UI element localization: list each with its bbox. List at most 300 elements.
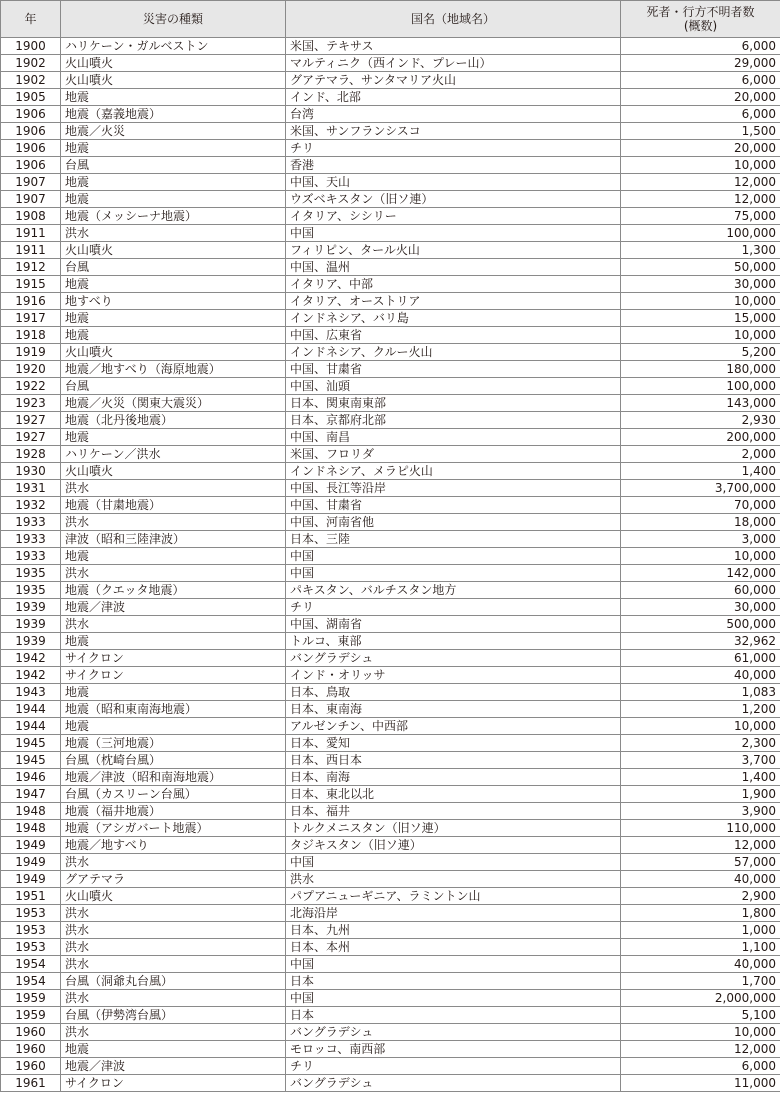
table-row <box>1 973 780 990</box>
cell-deaths: 12,000 <box>621 191 780 208</box>
table-row <box>1 1058 780 1075</box>
cell-year: 1949 <box>1 854 61 871</box>
cell-deaths: 70,000 <box>621 497 780 514</box>
cell-country: 中国 <box>286 565 621 582</box>
cell-deaths: 2,000,000 <box>621 990 780 1007</box>
table-row <box>1 344 780 361</box>
cell-deaths: 3,900 <box>621 803 780 820</box>
table-row <box>1 803 780 820</box>
cell-type: 地震（三河地震） <box>61 735 286 752</box>
cell-deaths: 5,100 <box>621 1007 780 1024</box>
cell-type: サイクロン <box>61 1075 286 1092</box>
cell-type: 火山噴火 <box>61 344 286 361</box>
cell-deaths: 6,000 <box>621 38 780 55</box>
header-deaths <box>621 1 780 38</box>
cell-year: 1954 <box>1 973 61 990</box>
table-row <box>1 956 780 973</box>
cell-type: 地震／火災（関東大震災） <box>61 395 286 412</box>
cell-year: 1911 <box>1 242 61 259</box>
cell-year: 1920 <box>1 361 61 378</box>
cell-type: 地震 <box>61 429 286 446</box>
cell-year: 1906 <box>1 140 61 157</box>
table-row <box>1 786 780 803</box>
cell-deaths: 5,200 <box>621 344 780 361</box>
cell-deaths: 12,000 <box>621 837 780 854</box>
cell-deaths: 10,000 <box>621 548 780 565</box>
cell-country: 中国、甘粛省 <box>286 497 621 514</box>
cell-year: 1927 <box>1 412 61 429</box>
cell-year: 1949 <box>1 837 61 854</box>
cell-type: 地震（メッシーナ地震） <box>61 208 286 225</box>
cell-deaths: 10,000 <box>621 1024 780 1041</box>
cell-country: 日本、関東南東部 <box>286 395 621 412</box>
cell-type: 地震 <box>61 548 286 565</box>
cell-type: 洪水 <box>61 480 286 497</box>
cell-year: 1953 <box>1 922 61 939</box>
cell-country: 米国、テキサス <box>286 38 621 55</box>
cell-year: 1917 <box>1 310 61 327</box>
cell-deaths: 100,000 <box>621 378 780 395</box>
cell-deaths: 50,000 <box>621 259 780 276</box>
cell-deaths: 3,700 <box>621 752 780 769</box>
cell-country: インド・オリッサ <box>286 667 621 684</box>
cell-country: 中国、甘粛省 <box>286 361 621 378</box>
header-disaster-type: 災害の種類 <box>61 1 286 38</box>
cell-year: 1905 <box>1 89 61 106</box>
cell-deaths: 2,300 <box>621 735 780 752</box>
cell-country: 中国 <box>286 548 621 565</box>
cell-year: 1960 <box>1 1058 61 1075</box>
cell-country: インド、北部 <box>286 89 621 106</box>
table-row <box>1 650 780 667</box>
cell-country: 中国 <box>286 225 621 242</box>
table-row <box>1 497 780 514</box>
cell-year: 1902 <box>1 55 61 72</box>
cell-deaths: 10,000 <box>621 293 780 310</box>
cell-type: 地震 <box>61 327 286 344</box>
cell-country: 日本、鳥取 <box>286 684 621 701</box>
cell-year: 1942 <box>1 650 61 667</box>
table-body <box>1 38 780 1092</box>
cell-country: バングラデシュ <box>286 1075 621 1092</box>
cell-type: 地震 <box>61 191 286 208</box>
cell-type: 地すべり <box>61 293 286 310</box>
cell-deaths: 1,100 <box>621 939 780 956</box>
cell-type: サイクロン <box>61 650 286 667</box>
table-row <box>1 463 780 480</box>
cell-deaths: 10,000 <box>621 157 780 174</box>
cell-year: 1928 <box>1 446 61 463</box>
table-row <box>1 446 780 463</box>
cell-deaths: 57,000 <box>621 854 780 871</box>
cell-country: 日本 <box>286 973 621 990</box>
cell-country: 日本、愛知 <box>286 735 621 752</box>
table-row <box>1 939 780 956</box>
cell-country: 中国、広東省 <box>286 327 621 344</box>
cell-type: 洪水 <box>61 1024 286 1041</box>
cell-country: モロッコ、南西部 <box>286 1041 621 1058</box>
cell-country: トルコ、東部 <box>286 633 621 650</box>
table-row <box>1 208 780 225</box>
table-row <box>1 55 780 72</box>
cell-deaths: 40,000 <box>621 956 780 973</box>
cell-deaths: 12,000 <box>621 174 780 191</box>
cell-country: グアテマラ、サンタマリア火山 <box>286 72 621 89</box>
cell-deaths: 30,000 <box>621 276 780 293</box>
cell-year: 1945 <box>1 735 61 752</box>
table-row <box>1 922 780 939</box>
cell-type: 洪水 <box>61 939 286 956</box>
cell-type: 火山噴火 <box>61 55 286 72</box>
cell-year: 1959 <box>1 1007 61 1024</box>
table-row <box>1 72 780 89</box>
cell-country: 日本、三陸 <box>286 531 621 548</box>
cell-year: 1953 <box>1 905 61 922</box>
cell-deaths: 11,000 <box>621 1075 780 1092</box>
cell-type: 火山噴火 <box>61 463 286 480</box>
table-row <box>1 412 780 429</box>
cell-year: 1907 <box>1 174 61 191</box>
cell-deaths: 2,000 <box>621 446 780 463</box>
cell-type: 台風（洞爺丸台風） <box>61 973 286 990</box>
cell-deaths: 6,000 <box>621 1058 780 1075</box>
cell-deaths: 15,000 <box>621 310 780 327</box>
cell-country: 香港 <box>286 157 621 174</box>
cell-type: 洪水 <box>61 956 286 973</box>
table-row <box>1 38 780 55</box>
cell-country: チリ <box>286 140 621 157</box>
table-row <box>1 89 780 106</box>
cell-deaths: 10,000 <box>621 327 780 344</box>
table-row <box>1 684 780 701</box>
cell-type: 地震 <box>61 718 286 735</box>
cell-deaths: 1,300 <box>621 242 780 259</box>
header-year: 年 <box>1 1 61 38</box>
header-row <box>1 1 780 38</box>
header-deaths-line2: (概数) <box>683 19 718 33</box>
table-row <box>1 616 780 633</box>
cell-deaths: 1,400 <box>621 769 780 786</box>
cell-country: インドネシア、クルー火山 <box>286 344 621 361</box>
cell-type: 地震（嘉義地震） <box>61 106 286 123</box>
cell-type: 洪水 <box>61 225 286 242</box>
table-row <box>1 395 780 412</box>
cell-country: 中国 <box>286 854 621 871</box>
cell-year: 1954 <box>1 956 61 973</box>
cell-country: 米国、フロリダ <box>286 446 621 463</box>
cell-year: 1908 <box>1 208 61 225</box>
table-row <box>1 990 780 1007</box>
cell-deaths: 30,000 <box>621 599 780 616</box>
cell-year: 1923 <box>1 395 61 412</box>
cell-deaths: 6,000 <box>621 106 780 123</box>
table-row <box>1 548 780 565</box>
cell-deaths: 40,000 <box>621 871 780 888</box>
cell-year: 1933 <box>1 531 61 548</box>
cell-type: 洪水 <box>61 922 286 939</box>
cell-deaths: 12,000 <box>621 1041 780 1058</box>
cell-year: 1919 <box>1 344 61 361</box>
table-row <box>1 1075 780 1092</box>
cell-country: パキスタン、バルチスタン地方 <box>286 582 621 599</box>
cell-country: アルゼンチン、中西部 <box>286 718 621 735</box>
cell-country: 中国 <box>286 956 621 973</box>
cell-type: ハリケーン・ガルベストン <box>61 38 286 55</box>
cell-country: チリ <box>286 1058 621 1075</box>
cell-country: インドネシア、メラピ火山 <box>286 463 621 480</box>
cell-year: 1915 <box>1 276 61 293</box>
cell-country: 日本、九州 <box>286 922 621 939</box>
cell-type: 洪水 <box>61 514 286 531</box>
table-row <box>1 140 780 157</box>
cell-country: 中国、長江等沿岸 <box>286 480 621 497</box>
cell-deaths: 110,000 <box>621 820 780 837</box>
cell-country: チリ <box>286 599 621 616</box>
cell-deaths: 180,000 <box>621 361 780 378</box>
table-row <box>1 480 780 497</box>
table-row <box>1 854 780 871</box>
table-row <box>1 1024 780 1041</box>
table-row <box>1 735 780 752</box>
table-row <box>1 599 780 616</box>
header-country: 国名（地域名） <box>286 1 621 38</box>
table-row <box>1 123 780 140</box>
table-row <box>1 565 780 582</box>
cell-country: ウズベキスタン（旧ソ連） <box>286 191 621 208</box>
cell-deaths: 32,962 <box>621 633 780 650</box>
cell-type: 台風（カスリーン台風） <box>61 786 286 803</box>
table-row <box>1 361 780 378</box>
cell-type: 地震／地すべり（海原地震） <box>61 361 286 378</box>
table-row <box>1 905 780 922</box>
cell-deaths: 200,000 <box>621 429 780 446</box>
cell-year: 1906 <box>1 157 61 174</box>
table-row <box>1 667 780 684</box>
cell-type: 地震 <box>61 310 286 327</box>
cell-year: 1960 <box>1 1024 61 1041</box>
cell-year: 1948 <box>1 803 61 820</box>
cell-deaths: 1,500 <box>621 123 780 140</box>
cell-deaths: 1,400 <box>621 463 780 480</box>
cell-country: 日本 <box>286 1007 621 1024</box>
table-row <box>1 242 780 259</box>
cell-country: 米国、サンフランシスコ <box>286 123 621 140</box>
table-row <box>1 701 780 718</box>
cell-type: 地震／火災 <box>61 123 286 140</box>
cell-deaths: 3,700,000 <box>621 480 780 497</box>
cell-type: 洪水 <box>61 990 286 1007</box>
table-row <box>1 888 780 905</box>
cell-type: 地震 <box>61 89 286 106</box>
cell-year: 1939 <box>1 633 61 650</box>
cell-type: グアテマラ <box>61 871 286 888</box>
cell-year: 1944 <box>1 701 61 718</box>
cell-deaths: 18,000 <box>621 514 780 531</box>
cell-country: 中国、温州 <box>286 259 621 276</box>
cell-country: 中国、天山 <box>286 174 621 191</box>
cell-type: 洪水 <box>61 565 286 582</box>
cell-country: イタリア、オーストリア <box>286 293 621 310</box>
table-row <box>1 157 780 174</box>
cell-country: バングラデシュ <box>286 650 621 667</box>
cell-deaths: 2,900 <box>621 888 780 905</box>
cell-country: 日本、東南海 <box>286 701 621 718</box>
cell-type: 地震 <box>61 633 286 650</box>
cell-type: 台風（枕崎台風） <box>61 752 286 769</box>
cell-deaths: 60,000 <box>621 582 780 599</box>
cell-type: 地震（福井地震） <box>61 803 286 820</box>
cell-country: 中国 <box>286 990 621 1007</box>
table-row <box>1 293 780 310</box>
cell-country: 日本、京都府北部 <box>286 412 621 429</box>
cell-country: 台湾 <box>286 106 621 123</box>
header-deaths-line1: 死者・行方不明者数 <box>646 5 755 19</box>
cell-type: 火山噴火 <box>61 72 286 89</box>
table-row <box>1 1041 780 1058</box>
table-row <box>1 582 780 599</box>
cell-type: 地震 <box>61 1041 286 1058</box>
cell-type: ハリケーン／洪水 <box>61 446 286 463</box>
cell-year: 1932 <box>1 497 61 514</box>
cell-year: 1945 <box>1 752 61 769</box>
cell-type: 地震（甘粛地震） <box>61 497 286 514</box>
cell-country: 日本、東北以北 <box>286 786 621 803</box>
cell-type: 台風 <box>61 259 286 276</box>
cell-deaths: 1,083 <box>621 684 780 701</box>
table-row <box>1 752 780 769</box>
cell-deaths: 1,700 <box>621 973 780 990</box>
cell-deaths: 20,000 <box>621 140 780 157</box>
cell-country: 中国、河南省他 <box>286 514 621 531</box>
cell-type: 地震 <box>61 174 286 191</box>
cell-deaths: 3,000 <box>621 531 780 548</box>
cell-type: 地震（北丹後地震） <box>61 412 286 429</box>
cell-deaths: 40,000 <box>621 667 780 684</box>
cell-year: 1946 <box>1 769 61 786</box>
cell-type: 台風 <box>61 378 286 395</box>
cell-deaths: 75,000 <box>621 208 780 225</box>
cell-type: 地震 <box>61 140 286 157</box>
cell-type: 台風 <box>61 157 286 174</box>
cell-year: 1949 <box>1 871 61 888</box>
cell-type: 津波（昭和三陸津波） <box>61 531 286 548</box>
table-row <box>1 174 780 191</box>
table-row <box>1 531 780 548</box>
cell-deaths: 143,000 <box>621 395 780 412</box>
cell-year: 1961 <box>1 1075 61 1092</box>
cell-year: 1930 <box>1 463 61 480</box>
cell-deaths: 100,000 <box>621 225 780 242</box>
cell-year: 1935 <box>1 582 61 599</box>
cell-type: 地震／津波（昭和南海地震） <box>61 769 286 786</box>
cell-deaths: 20,000 <box>621 89 780 106</box>
cell-year: 1948 <box>1 820 61 837</box>
cell-year: 1911 <box>1 225 61 242</box>
cell-type: 火山噴火 <box>61 242 286 259</box>
cell-year: 1933 <box>1 514 61 531</box>
cell-country: フィリピン、タール火山 <box>286 242 621 259</box>
cell-type: 洪水 <box>61 854 286 871</box>
cell-year: 1906 <box>1 106 61 123</box>
cell-type: 火山噴火 <box>61 888 286 905</box>
cell-country: マルティニク（西インド、プレー山） <box>286 55 621 72</box>
cell-country: トルクメニスタン（旧ソ連） <box>286 820 621 837</box>
cell-country: 中国、湖南省 <box>286 616 621 633</box>
table-row <box>1 327 780 344</box>
cell-deaths: 61,000 <box>621 650 780 667</box>
table-row <box>1 259 780 276</box>
cell-country: 日本、福井 <box>286 803 621 820</box>
cell-type: 地震 <box>61 276 286 293</box>
cell-year: 1939 <box>1 616 61 633</box>
cell-year: 1947 <box>1 786 61 803</box>
cell-deaths: 500,000 <box>621 616 780 633</box>
cell-year: 1933 <box>1 548 61 565</box>
cell-country: 中国、南昌 <box>286 429 621 446</box>
table-row <box>1 191 780 208</box>
cell-type: 地震 <box>61 684 286 701</box>
cell-type: 地震／地すべり <box>61 837 286 854</box>
cell-country: 日本、南海 <box>286 769 621 786</box>
table-row <box>1 106 780 123</box>
cell-country: タジキスタン（旧ソ連） <box>286 837 621 854</box>
cell-type: 地震／津波 <box>61 599 286 616</box>
cell-deaths: 1,900 <box>621 786 780 803</box>
cell-deaths: 6,000 <box>621 72 780 89</box>
cell-country: 中国、汕頭 <box>286 378 621 395</box>
cell-year: 1927 <box>1 429 61 446</box>
cell-year: 1960 <box>1 1041 61 1058</box>
table-row <box>1 718 780 735</box>
table-row <box>1 769 780 786</box>
cell-deaths: 10,000 <box>621 718 780 735</box>
cell-year: 1942 <box>1 667 61 684</box>
cell-type: 地震／津波 <box>61 1058 286 1075</box>
cell-year: 1922 <box>1 378 61 395</box>
cell-deaths: 1,800 <box>621 905 780 922</box>
table-row <box>1 514 780 531</box>
cell-country: バングラデシュ <box>286 1024 621 1041</box>
table-row <box>1 633 780 650</box>
cell-year: 1902 <box>1 72 61 89</box>
cell-year: 1943 <box>1 684 61 701</box>
cell-deaths: 142,000 <box>621 565 780 582</box>
cell-year: 1900 <box>1 38 61 55</box>
cell-country: イタリア、シシリー <box>286 208 621 225</box>
cell-deaths: 29,000 <box>621 55 780 72</box>
cell-year: 1953 <box>1 939 61 956</box>
cell-type: 地震（アシガバート地震） <box>61 820 286 837</box>
cell-type: 地震（昭和東南海地震） <box>61 701 286 718</box>
cell-deaths: 1,200 <box>621 701 780 718</box>
cell-year: 1918 <box>1 327 61 344</box>
cell-deaths: 1,000 <box>621 922 780 939</box>
cell-country: イタリア、中部 <box>286 276 621 293</box>
cell-year: 1944 <box>1 718 61 735</box>
table-row <box>1 820 780 837</box>
table-header <box>1 1 780 38</box>
cell-country: パプアニューギニア、ラミントン山 <box>286 888 621 905</box>
cell-year: 1939 <box>1 599 61 616</box>
cell-deaths: 2,930 <box>621 412 780 429</box>
table-row <box>1 837 780 854</box>
cell-country: 洪水 <box>286 871 621 888</box>
cell-country: 日本、本州 <box>286 939 621 956</box>
cell-type: 洪水 <box>61 616 286 633</box>
table-row <box>1 429 780 446</box>
cell-year: 1935 <box>1 565 61 582</box>
table-row <box>1 871 780 888</box>
